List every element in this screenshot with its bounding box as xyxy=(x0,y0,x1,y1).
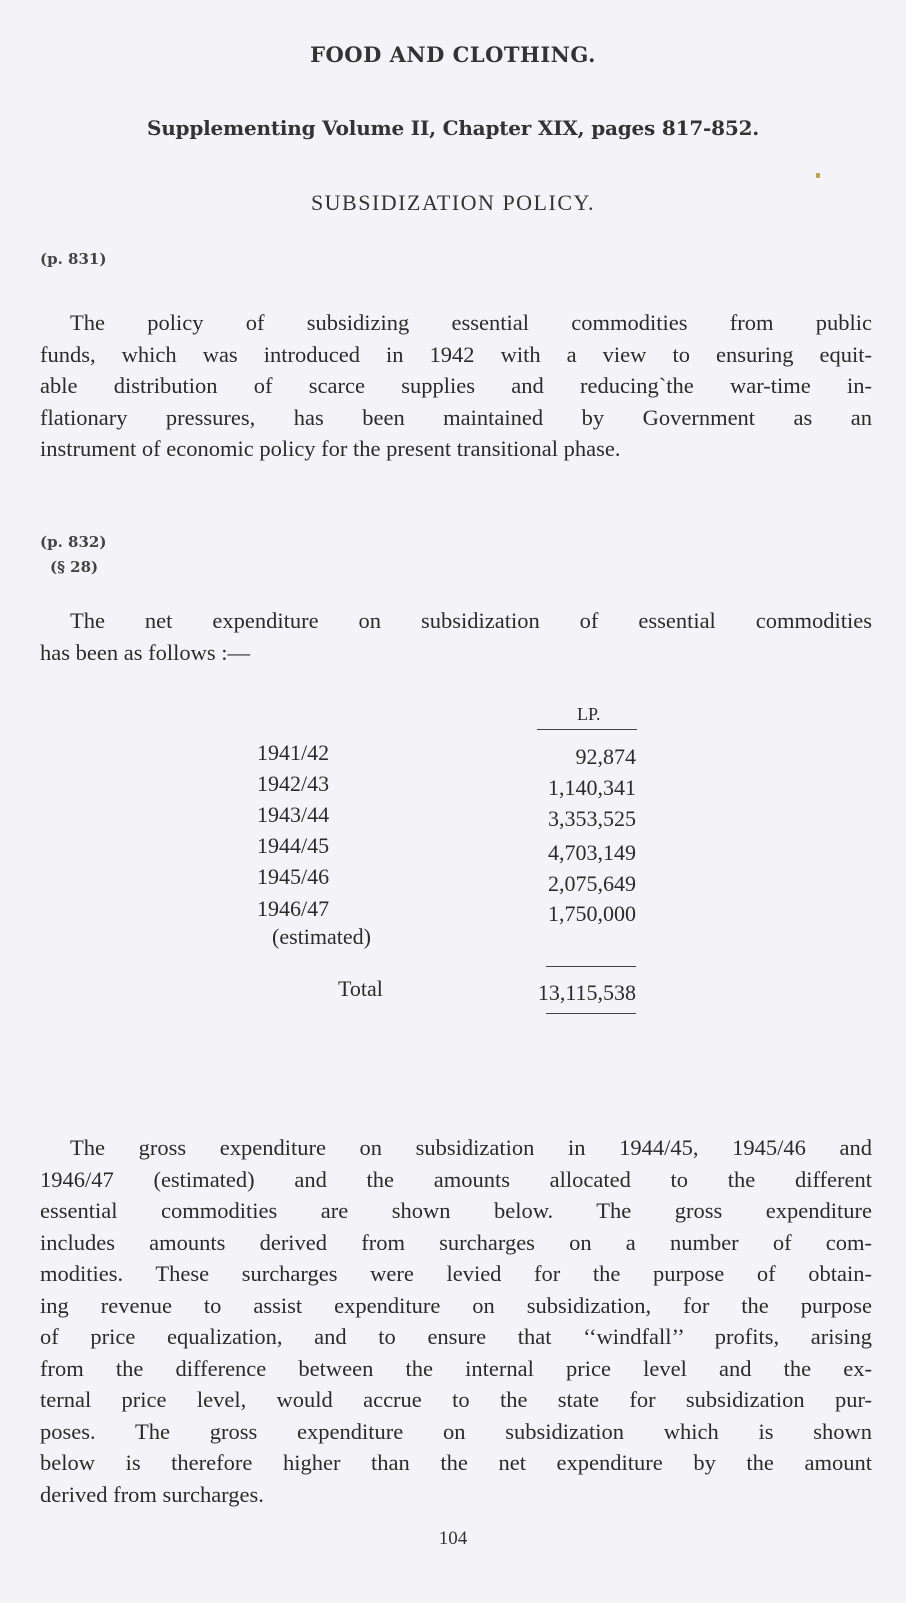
page-reference: (p. 831) xyxy=(40,250,107,268)
text-line: The gross expenditure on subsidization in 1944/45, 1945/46 and xyxy=(70,1135,872,1160)
text-line: instrument of economic policy for the present transitional phase. xyxy=(40,436,621,461)
unit-header: LP. xyxy=(577,704,601,724)
paragraph-reference: (§ 28) xyxy=(50,558,99,576)
table-row-year: 1944/45 xyxy=(257,833,330,858)
paragraph-gross-expenditure xyxy=(40,1132,872,1510)
document-subtitle: Supplementing Volume II, Chapter XIX, pages 817-852. xyxy=(146,116,760,140)
text-line: The policy of subsidizing essential commodities from public xyxy=(70,310,872,335)
text-line: 1946/47 (estimated) and the amounts allocated to the different xyxy=(40,1166,872,1192)
table-row-year: 1943/44 xyxy=(257,802,330,827)
table-row-value: 92,874 xyxy=(575,744,636,769)
table-row-value: 1,140,341 xyxy=(548,775,636,800)
total-label: Total xyxy=(338,976,383,1001)
text-line: modities. These surcharges were levied for the purpose of obtain- xyxy=(40,1261,872,1286)
text-line: poses. The gross expenditure on subsidization which is shown xyxy=(40,1418,872,1444)
text-line: ternal price level, would accrue to the state for subsidization pur- xyxy=(40,1387,872,1412)
text-line: below is therefore higher than the net expenditure by the amount xyxy=(40,1450,872,1475)
estimate-note: (estimated) xyxy=(272,924,371,949)
text-line: has been as follows :— xyxy=(40,639,250,665)
total-value: 13,115,538 xyxy=(537,980,636,1005)
table-row-value: 2,075,649 xyxy=(548,871,636,896)
text-line: includes amounts derived from surcharges on a number of com- xyxy=(40,1229,872,1255)
document-title: FOOD AND CLOTHING. xyxy=(310,42,596,67)
table-row-value: 3,353,525 xyxy=(548,806,636,831)
text-line: funds, which was introduced in 1942 with a view to ensuring equit- xyxy=(40,341,872,367)
page-number: 104 xyxy=(438,1528,468,1549)
text-line: able distribution of scarce supplies and reducing`the war-time in- xyxy=(40,373,872,398)
page-reference: (p. 832) xyxy=(40,533,107,551)
text-line: of price equalization, and to ensure that ‘‘windfall’’ profits, arising xyxy=(40,1324,872,1349)
text-line: flationary pressures, has been maintained by Government as an xyxy=(40,404,872,430)
text-line: essential commodities are shown below. The gross expenditure xyxy=(40,1198,872,1223)
table-row-value: 4,703,149 xyxy=(548,840,636,865)
table-row-year: 1945/46 xyxy=(257,864,330,889)
header-rule xyxy=(537,729,637,730)
total-rule-top xyxy=(546,966,636,967)
text-line: ing revenue to assist expenditure on subsidization, for the purpose xyxy=(40,1292,872,1318)
text-line: from the difference between the internal price level and the ex- xyxy=(40,1355,872,1381)
table-row-year: 1941/42 xyxy=(257,740,330,765)
table-row-year: 1942/43 xyxy=(257,771,330,796)
total-rule-bottom xyxy=(546,1013,636,1014)
text-line: derived from surcharges. xyxy=(40,1481,264,1507)
text-line: The net expenditure on subsidization of essential commodities xyxy=(70,608,872,633)
table-row-year: 1946/47 xyxy=(257,896,330,921)
section-heading: SUBSIDIZATION POLICY. xyxy=(310,190,596,215)
table-row-value: 1,750,000 xyxy=(548,901,636,926)
